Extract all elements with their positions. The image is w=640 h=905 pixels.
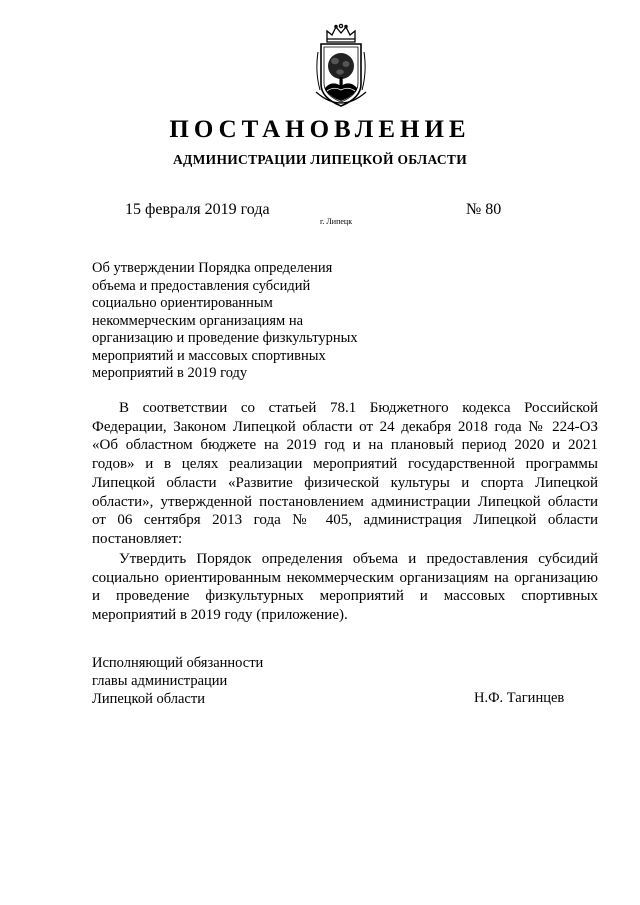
document-number: № 80 <box>466 201 502 218</box>
body-line: мероприятий в 2019 году (приложение). <box>92 607 348 624</box>
body-paragraph-2 <box>92 550 598 625</box>
subject-line: некоммерческим организациям на <box>92 312 304 329</box>
body-line: Утвердить Порядок определения объема и предоставления субсидий <box>119 551 598 567</box>
body-line: от 06 сентября 2013 года № 405, администрация Липецкой области <box>92 512 598 529</box>
body-line: области», утвержденной постановлением администрации Липецкой области <box>92 493 598 510</box>
signature-position-line: Исполняющий обязанности <box>92 655 264 671</box>
subject-line: организацию и проведение физкультурных <box>92 330 358 346</box>
signature-position-line: главы администрации <box>92 673 228 689</box>
body-line: постановляет: <box>92 530 183 547</box>
body-line: годов» и в целях реализации мероприятий государственной программы <box>92 456 598 473</box>
body-line: Липецкой области «Развитие физической культуры и спорта Липецкой <box>92 474 598 491</box>
signature-position-line: Липецкой области <box>92 691 205 707</box>
body-line: В соответствии со статьей 78.1 Бюджетного кодекса Российской <box>119 400 598 416</box>
document-subject <box>92 260 392 383</box>
body-paragraph-1 <box>92 399 598 549</box>
document-title: ПОСТАНОВЛЕНИЕ <box>169 116 471 143</box>
subject-line: социально ориентированным <box>92 295 273 311</box>
document-subtitle: АДМИНИСТРАЦИИ ЛИПЕЦКОЙ ОБЛАСТИ <box>172 152 468 167</box>
subject-line: мероприятий в 2019 году <box>92 365 248 381</box>
document-date: 15 февраля 2019 года <box>125 201 270 218</box>
subject-line: Об утверждении Порядка определения <box>92 260 333 276</box>
body-line: «Об областном бюджете на 2019 год и на плановый период 2020 и 2021 <box>92 437 598 454</box>
document-city: г. Липецк <box>320 217 353 226</box>
body-line: Федерации, Законом Липецкой области от 24 декабря 2018 года № 224-ОЗ <box>92 418 598 435</box>
signer-name: Н.Ф. Тагинцев <box>474 690 565 706</box>
body-line: социально ориентированным некоммерческим организациям на организацию <box>92 569 598 586</box>
signature-position <box>92 654 263 708</box>
body-line: и проведение физкультурных мероприятий и массовых спортивных <box>92 588 598 605</box>
subject-line: мероприятий и массовых спортивных <box>92 347 326 364</box>
coat-of-arms-icon <box>310 22 372 110</box>
subject-line: объема и предоставления субсидий <box>92 277 311 294</box>
